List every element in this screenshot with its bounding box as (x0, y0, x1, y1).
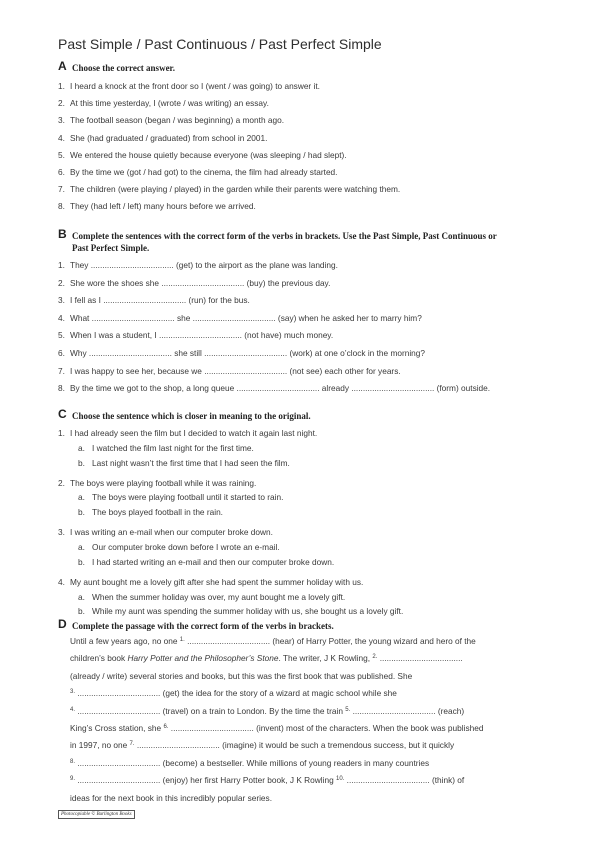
passage-text: . The writer, J K Rowling, (278, 653, 373, 664)
item-number: 2. (58, 477, 65, 488)
section-a (58, 59, 401, 218)
option-b (78, 506, 403, 518)
item-text: When I was a student, I .................................... (not have) much money. (70, 330, 334, 341)
item-number: 5. (58, 330, 65, 341)
passage-text: .................................... (75, 775, 161, 786)
option-a (78, 491, 403, 503)
item-text: I was happy to see her, because we .................................... (not see) each other for years. (70, 365, 401, 376)
item-number: 4. (58, 312, 65, 323)
item-text: I fell as I .................................... (run) for the bus. (70, 295, 250, 306)
option-a (78, 442, 403, 454)
list-item (58, 294, 497, 306)
passage-text: (travel) on a train to London. By the time the train (160, 705, 346, 716)
passage-line (58, 650, 483, 667)
option-b (78, 457, 403, 469)
item-text: I was writing an e-mail when our computer broke down. (70, 527, 273, 538)
list-item (58, 382, 497, 394)
list-item (58, 259, 497, 271)
section-c (58, 407, 404, 625)
gap-number: 1. (179, 637, 185, 643)
option-letter: b. (78, 507, 85, 518)
passage-line (58, 668, 483, 685)
option-text: The boys were playing football until it started to rain. (92, 492, 284, 503)
item-text: The boys were playing football while it was raining. (70, 477, 257, 488)
passage-text: .................................... (377, 653, 463, 664)
option-text: While my aunt was spending the summer holiday with us, she bought us a lovely gift. (92, 606, 404, 617)
passage-text: (think) of (429, 775, 465, 786)
passage-line (58, 633, 483, 650)
section-c-heading: C Choose the sentence which is closer in meaning to the original. (58, 407, 311, 421)
passage-text: .................................... (350, 705, 436, 716)
question-block (58, 526, 403, 568)
option-text: I watched the film last night for the first time. (92, 442, 254, 453)
option-text: The boys played football in the rain. (92, 507, 223, 518)
item-text: The football season (began / was beginning) a month ago. (70, 115, 285, 126)
question-block (58, 427, 403, 469)
item-number: 1. (58, 81, 65, 91)
item-number: 5. (58, 149, 65, 160)
option-text: Our computer broke down before I wrote an e-mail. (92, 541, 280, 552)
item-number: 6. (58, 347, 65, 358)
question-block (58, 576, 403, 618)
passage-text: .................................... (344, 775, 430, 786)
passage-text: (enjoy) her first Harry Potter book, J K Rowling (160, 775, 336, 786)
list-item (58, 149, 400, 161)
gap-number: 8. (70, 758, 76, 765)
passage-text: (invent) most of the characters. When the book was published (253, 723, 484, 734)
passage-text: (already / write) several stories and books, but this was the first book that was published. She (70, 670, 413, 681)
passage-text: (hear) of Harry Potter, the young wizard and hero of the (270, 636, 476, 646)
gap-number: 3. (70, 689, 76, 696)
gap-number: 4. (70, 706, 76, 713)
passage-text: .................................... (75, 688, 161, 699)
question-block (58, 477, 403, 519)
list-item (58, 200, 400, 212)
passage (58, 633, 483, 807)
option-letter: a. (78, 541, 85, 552)
passage-text: children’s book (70, 653, 128, 664)
item-text: They (had left / left) many hours before we arrived. (70, 201, 256, 212)
passage-text: (get) the idea for the story of a wizard at magic school while she (160, 688, 397, 699)
item-number: 4. (58, 576, 65, 587)
option-letter: a. (78, 591, 85, 602)
gap-number: 7. (129, 741, 135, 748)
list-item (58, 427, 403, 439)
list-item (58, 97, 400, 109)
section-d (58, 617, 484, 807)
passage-text: Harry Potter and the Philosopher’s Stone (127, 653, 279, 664)
passage-text: ideas for the next book in this incredibly popular series. (70, 792, 273, 803)
list-item (58, 183, 400, 195)
option-a (78, 591, 403, 603)
item-text: Why .................................... she still .................................... (work) at one o’clock in the morning? (70, 347, 426, 358)
section-b-heading: B Complete the sentences with the correct form of the verbs in brackets. Use the Past Simple, Past Continuous or Past Perfect Simple. (58, 227, 497, 253)
item-text: By the time we (got / had got) to the cinema, the film had already started. (70, 166, 338, 177)
section-a-letter: A (58, 59, 67, 73)
gap-number: 10. (336, 776, 345, 783)
passage-text: .................................... (184, 636, 271, 646)
list-item (58, 347, 497, 359)
copyright-footer: Photocopiable © Burlington Books (58, 810, 135, 819)
option-letter: a. (78, 492, 85, 503)
item-text: At this time yesterday, I (wrote / was writing) an essay. (70, 98, 269, 109)
passage-text: .................................... (134, 740, 220, 751)
item-number: 1. (58, 260, 65, 270)
passage-line (58, 703, 483, 720)
list-item (58, 277, 497, 289)
passage-line (58, 772, 483, 789)
passage-line (58, 685, 483, 702)
item-text: They .................................... (get) to the airport as the plane was landing. (70, 260, 338, 270)
list-item (58, 365, 497, 377)
options (58, 541, 403, 568)
passage-line (58, 790, 483, 807)
item-text: What .................................... she .................................... (say) when he asked her to marry him? (70, 312, 422, 323)
item-number: 1. (58, 428, 65, 438)
option-letter: b. (78, 556, 85, 567)
passage-text: .................................... (75, 757, 161, 768)
passage-text: .................................... (75, 705, 161, 716)
passage-text: Until a few years ago, no one (70, 636, 180, 646)
options (58, 442, 403, 469)
option-letter: b. (78, 457, 85, 468)
passage-text: King’s Cross station, she (70, 723, 164, 734)
item-text: I heard a knock at the front door so I (went / was going) to answer it. (70, 81, 320, 91)
item-text: I had already seen the film but I decided to watch it again last night. (70, 428, 318, 438)
option-text: I had started writing an e-mail and then our computer broke down. (92, 556, 335, 567)
option-letter: b. (78, 606, 85, 617)
passage-text: (become) a bestseller. While millions of young readers in many countries (160, 757, 430, 768)
item-number: 3. (58, 295, 65, 306)
list-item (58, 114, 400, 126)
item-text: She (had graduated / graduated) from school in 2001. (70, 132, 268, 143)
item-number: 4. (58, 132, 65, 143)
item-number: 2. (58, 98, 65, 109)
section-b (58, 227, 497, 400)
list-item (58, 576, 403, 588)
item-number: 6. (58, 166, 65, 177)
passage-line (58, 720, 483, 737)
passage-text: .................................... (168, 723, 254, 734)
item-text: She wore the shoes she .................................... (buy) the previous day. (70, 277, 331, 288)
item-number: 8. (58, 383, 65, 394)
passage-text: (reach) (435, 705, 465, 716)
options (58, 491, 403, 518)
option-text: Last night wasn’t the first time that I had seen the film. (92, 457, 290, 468)
option-b (78, 556, 403, 568)
item-text: We entered the house quietly because everyone (was sleeping / had slept). (70, 149, 347, 160)
section-a-heading: A Choose the correct answer. (58, 59, 175, 73)
list-item (58, 166, 400, 178)
passage-text: (imagine) it would be such a tremendous success, but it quickly (219, 740, 455, 751)
list-item (58, 80, 400, 92)
section-c-letter: C (58, 407, 67, 421)
list-item (58, 132, 400, 144)
item-number: 7. (58, 365, 65, 376)
section-b-letter: B (58, 227, 67, 241)
item-text: My aunt bought me a lovely gift after she had spent the summer holiday with us. (70, 576, 364, 587)
section-d-letter: D (58, 617, 67, 631)
gap-number: 9. (70, 776, 76, 783)
list-item (58, 477, 403, 489)
gap-number: 2. (372, 654, 378, 661)
gap-number: 5. (345, 706, 351, 713)
options (58, 591, 403, 618)
list-item (58, 526, 403, 538)
passage-line (58, 737, 483, 754)
passage-text: in 1997, no one (70, 740, 130, 751)
gap-number: 6. (163, 724, 169, 731)
option-a (78, 541, 403, 553)
item-text: The children (were playing / played) in the garden while their parents were watching them. (70, 184, 401, 195)
item-number: 7. (58, 184, 65, 195)
list-item (58, 312, 497, 324)
option-letter: a. (78, 442, 85, 453)
section-d-heading: D Complete the passage with the correct form of the verbs in brackets. (58, 617, 334, 631)
passage-line (58, 755, 483, 772)
page-title: Past Simple / Past Continuous / Past Perfect Simple (58, 36, 382, 52)
item-text: By the time we got to the shop, a long queue .................................... already .................................... (form) outside. (70, 383, 491, 394)
item-number: 3. (58, 115, 65, 126)
list-item (58, 329, 497, 341)
option-b (78, 605, 403, 617)
option-text: When the summer holiday was over, my aunt bought me a lovely gift. (92, 591, 346, 602)
item-number: 2. (58, 277, 65, 288)
item-number: 8. (58, 201, 65, 212)
item-number: 3. (58, 527, 65, 538)
